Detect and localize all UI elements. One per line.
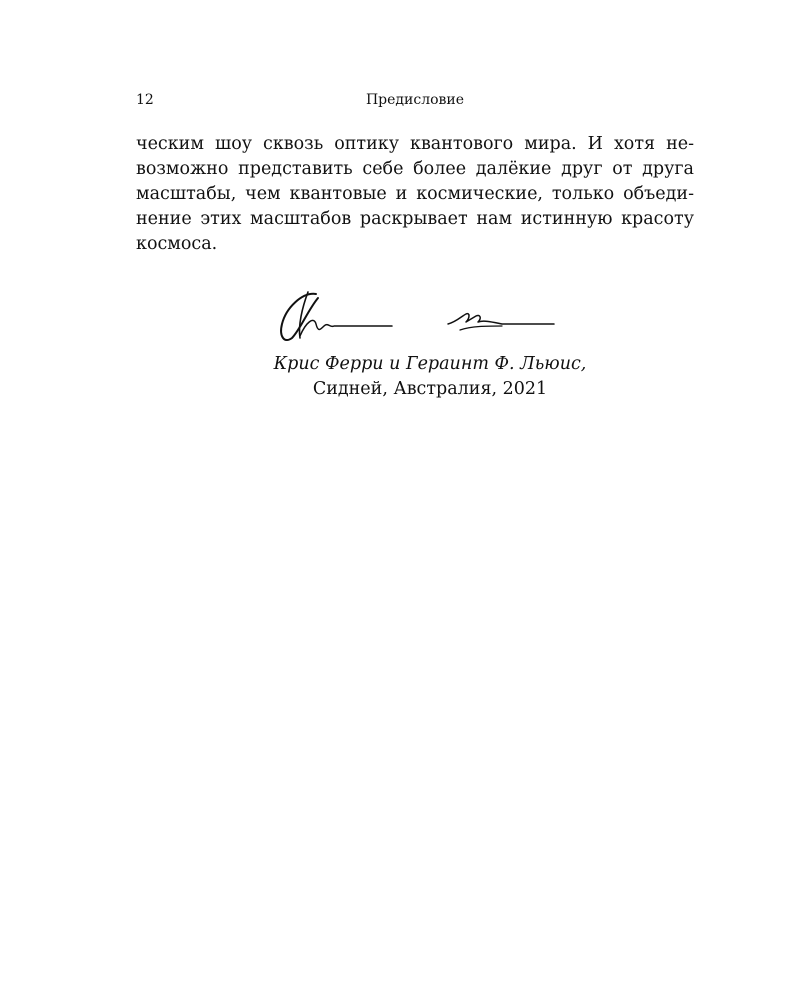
signature-block xyxy=(200,352,660,402)
text-line: космоса. xyxy=(136,234,218,254)
page-number: 12 xyxy=(136,92,154,108)
text-line: масштабы, чем квантовые и космические, только объеди- xyxy=(136,184,694,204)
author-names: Крис Ферри и Гераинт Ф. Льюис, xyxy=(273,354,587,374)
running-title: Предисловие xyxy=(365,92,465,108)
handwritten-signature-icon xyxy=(272,286,562,348)
text-line: нение этих масштабов раскрывает нам истинную красоту xyxy=(136,209,694,229)
page-header xyxy=(136,92,694,112)
place-and-date: Сидней, Австралия, 2021 xyxy=(312,379,548,399)
text-line: возможно представить себе более далёкие друг от друга xyxy=(136,159,694,179)
body-paragraph xyxy=(136,132,694,257)
text-line: ческим шоу сквозь оптику квантового мира. И хотя не- xyxy=(136,134,694,154)
